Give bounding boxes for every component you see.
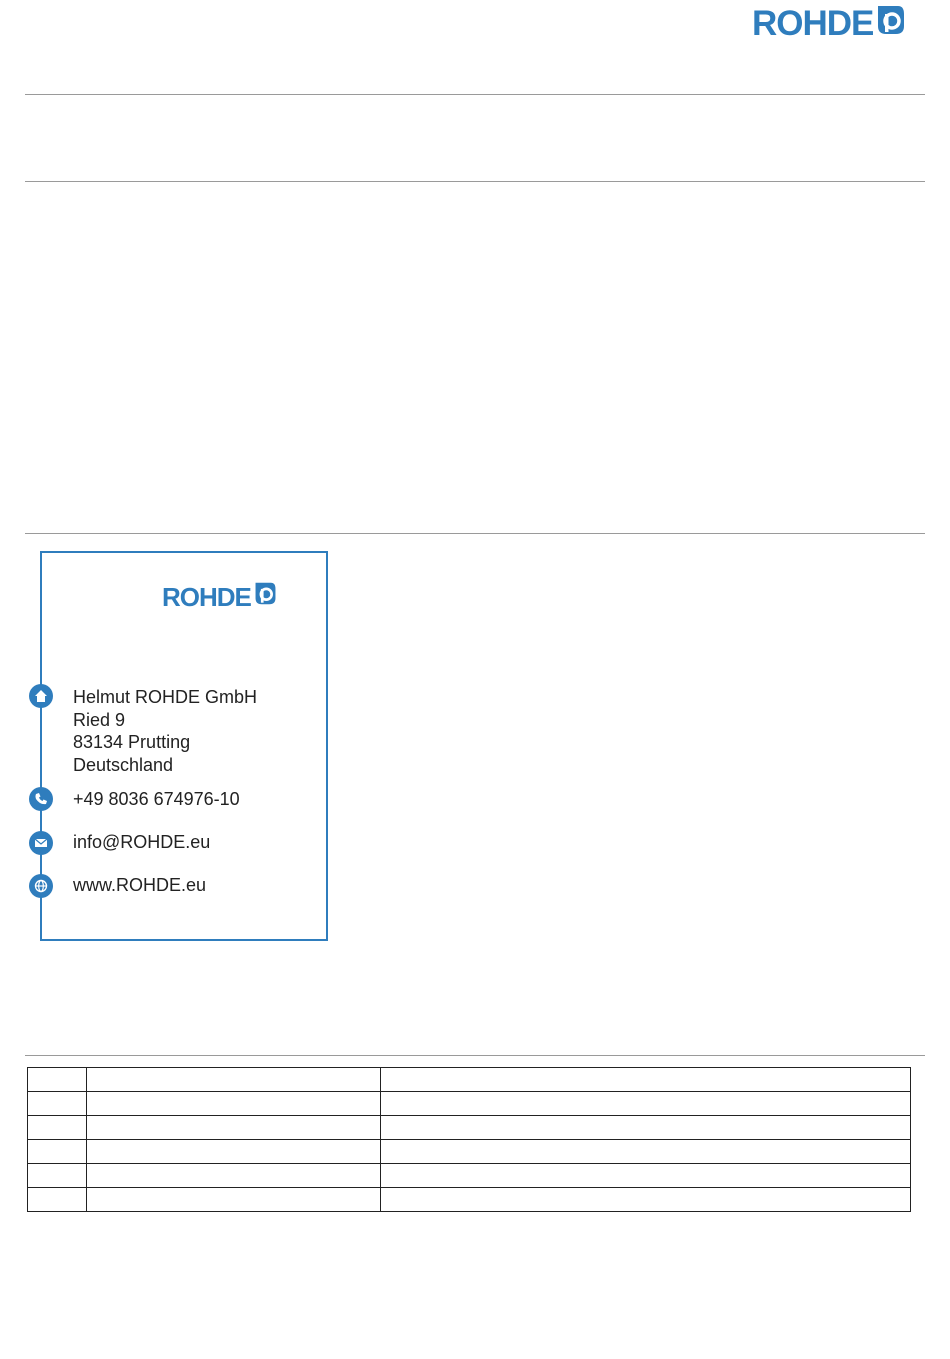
phone-row xyxy=(73,788,240,811)
mail-icon xyxy=(29,831,53,855)
table-cell xyxy=(28,1092,87,1116)
table-cell xyxy=(381,1188,911,1212)
table-cell xyxy=(381,1068,911,1092)
table-row xyxy=(28,1092,911,1116)
table-cell xyxy=(28,1068,87,1092)
table-cell xyxy=(381,1164,911,1188)
header-logo-text: ROHDE xyxy=(752,4,874,43)
table-cell xyxy=(28,1140,87,1164)
header-divider xyxy=(25,94,925,95)
street: Ried 9 xyxy=(73,709,126,730)
email-link[interactable]: info@ROHDE.eu xyxy=(73,832,211,852)
card-logo xyxy=(162,580,277,614)
home-icon xyxy=(29,684,53,708)
table-row xyxy=(28,1116,911,1140)
phone-number[interactable]: +49 8036 674976-10 xyxy=(73,789,240,809)
table-row xyxy=(28,1068,911,1092)
country: Deutschland xyxy=(73,754,174,775)
table-cell xyxy=(87,1092,381,1116)
table-cell xyxy=(381,1116,911,1140)
card-logo-text: ROHDE xyxy=(162,581,251,612)
table-cell xyxy=(87,1188,381,1212)
table-cell xyxy=(87,1068,381,1092)
table-cell xyxy=(28,1164,87,1188)
table-cell xyxy=(87,1164,381,1188)
revision-table xyxy=(27,1067,911,1212)
section-divider-3 xyxy=(25,1055,925,1056)
table-row xyxy=(28,1188,911,1212)
website-link[interactable]: www.ROHDE.eu xyxy=(73,875,207,895)
card-logo-mark-icon xyxy=(254,581,277,613)
section-divider-2 xyxy=(25,533,925,534)
section-divider-1 xyxy=(25,181,925,182)
address-block xyxy=(73,686,257,776)
company-name: Helmut ROHDE GmbH xyxy=(73,687,258,707)
table-cell xyxy=(381,1092,911,1116)
table-cell xyxy=(87,1140,381,1164)
table-cell xyxy=(28,1116,87,1140)
header-logo xyxy=(752,4,906,44)
city: 83134 Prutting xyxy=(73,732,191,752)
website-row xyxy=(73,874,206,897)
table-cell xyxy=(28,1188,87,1212)
table-row xyxy=(28,1140,911,1164)
table-row xyxy=(28,1164,911,1188)
globe-icon xyxy=(29,874,53,898)
table-cell xyxy=(381,1140,911,1164)
email-row xyxy=(73,831,210,854)
table-cell xyxy=(87,1116,381,1140)
logo-mark-icon xyxy=(876,4,906,45)
phone-icon xyxy=(29,787,53,811)
